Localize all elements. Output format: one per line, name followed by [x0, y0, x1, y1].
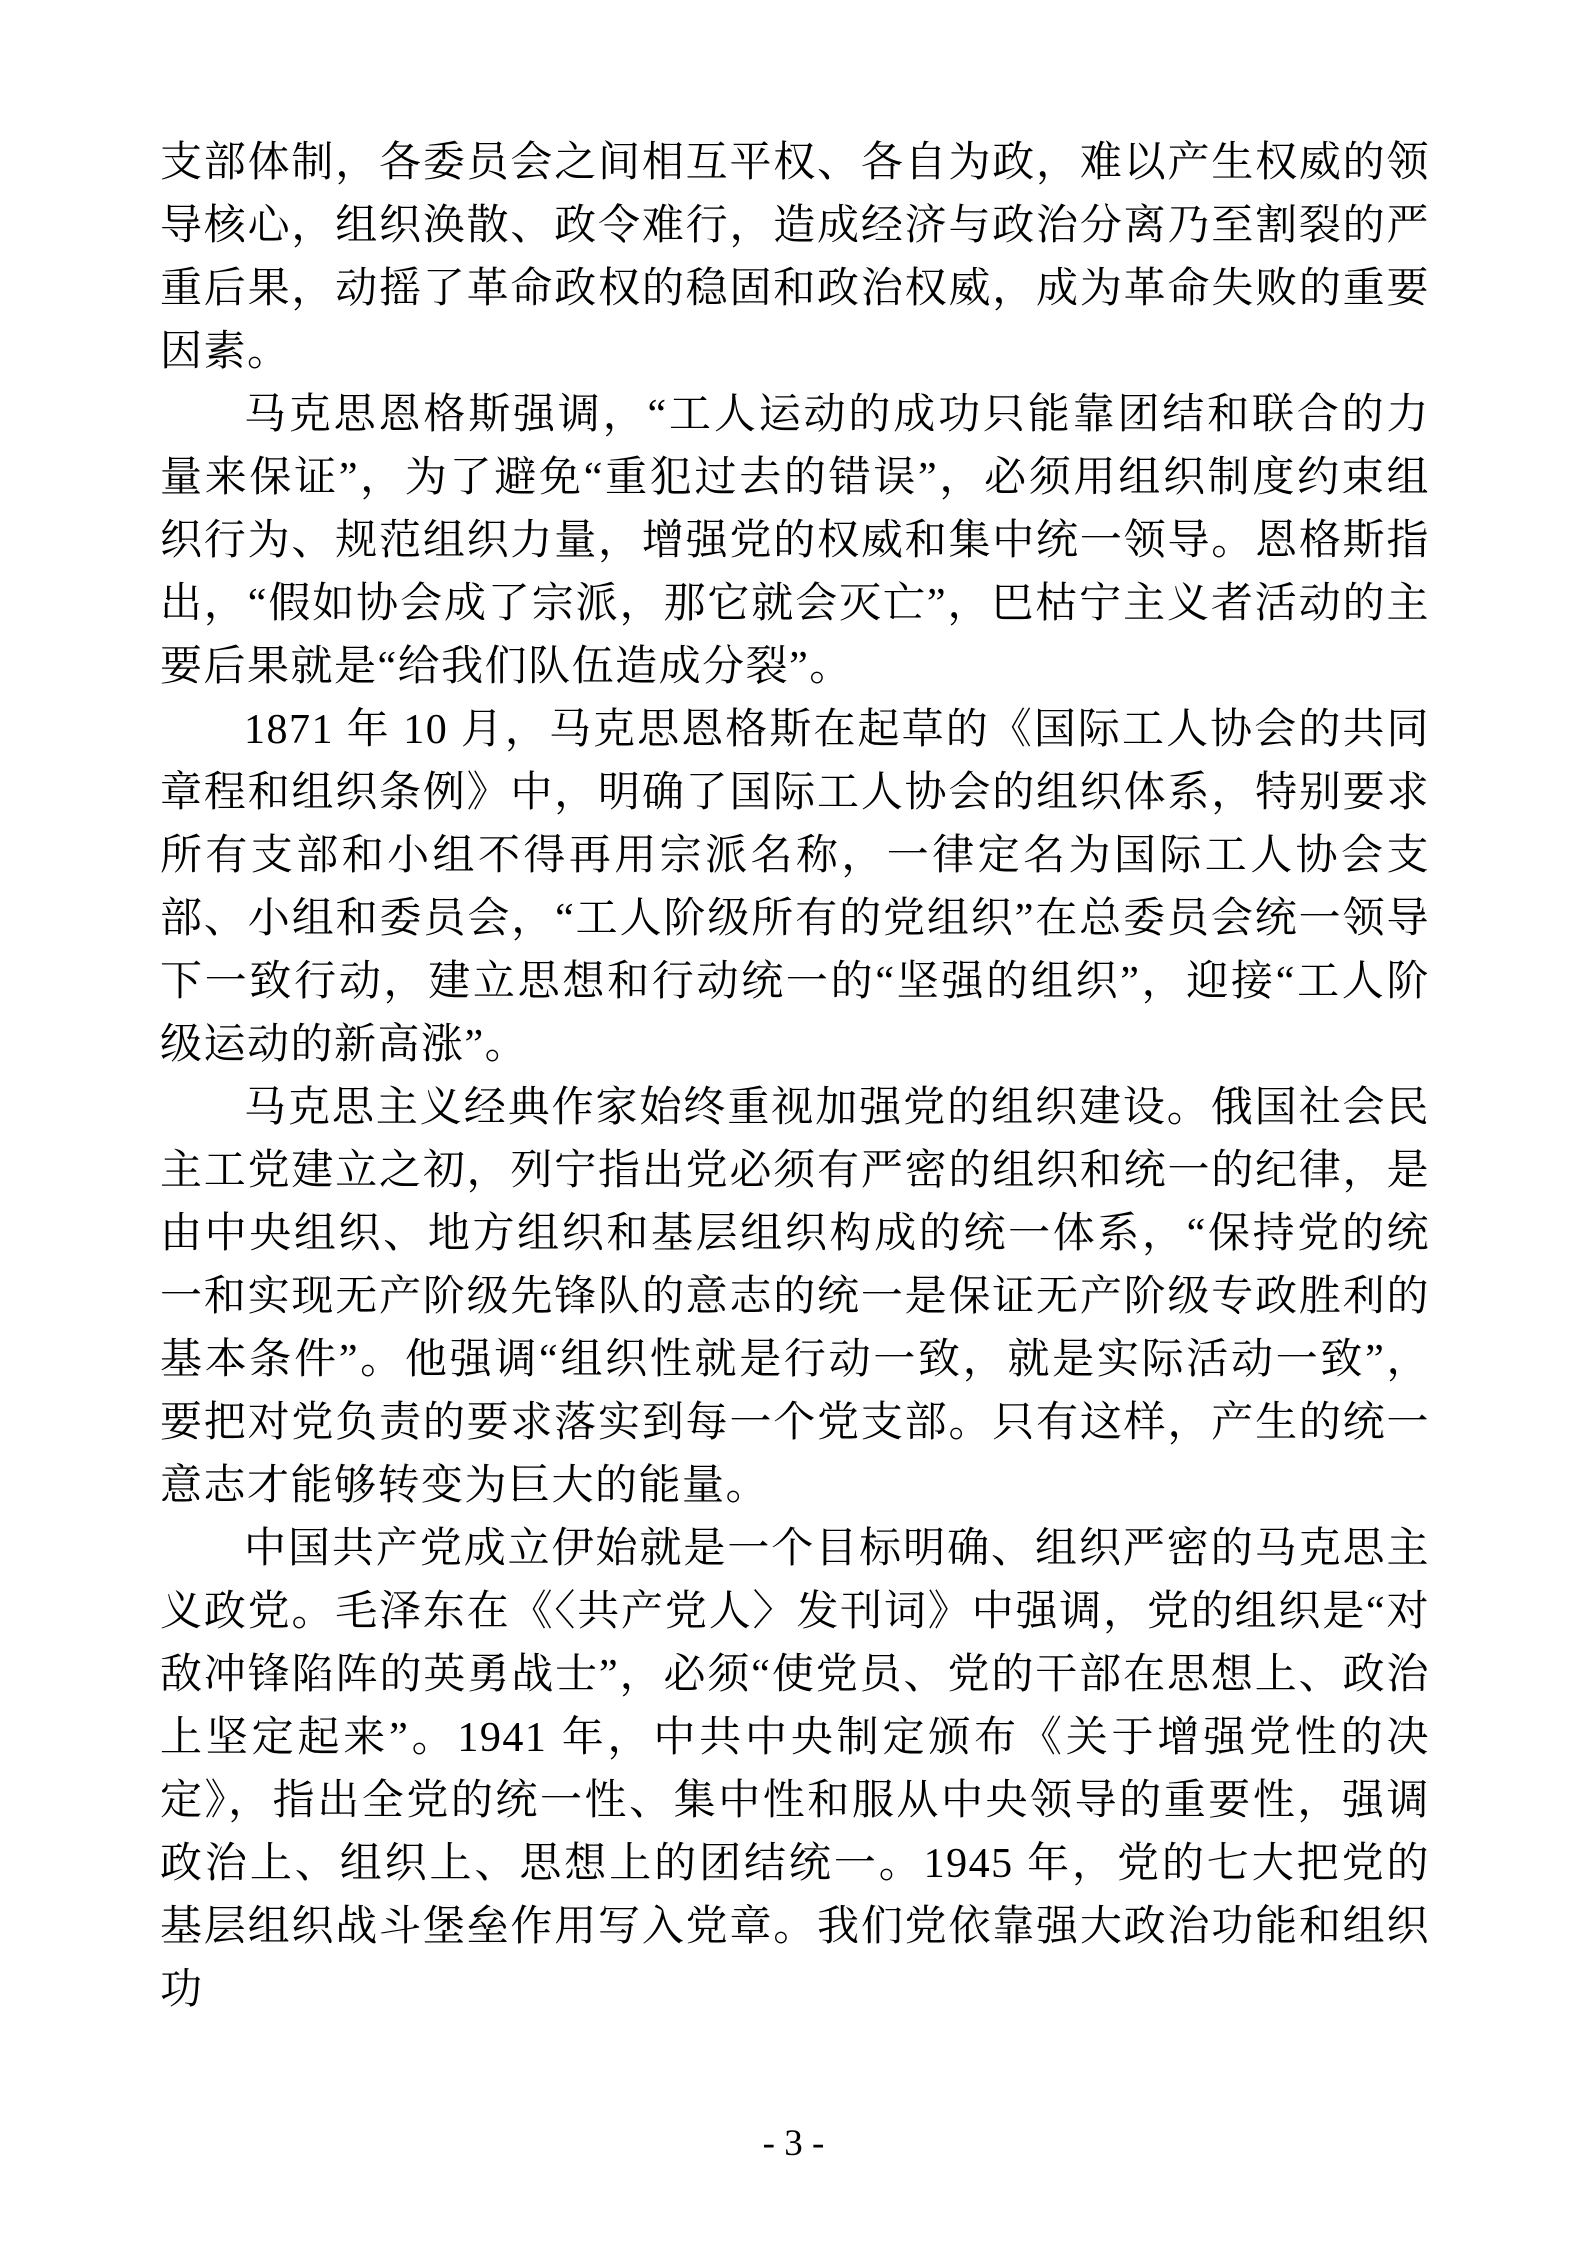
body-paragraph: 中国共产党成立伊始就是一个目标明确、组织严密的马克思主义政党。毛泽东在《〈共产党人〉发刊词》中强调，党的组织是“对敌冲锋陷阵的英勇战士”，必须“使党员、党的干部在思想上、政治上坚定起来”。1941 年，中共中央制定颁布《关于增强党性的决定》，指出全党的统一性、集中性和服从中央领导的重要性，强调政治上、组织上、思想上的团结统一。1945 年，党的七大把党的基层组织战斗堡垒作用写入党章。我们党依靠强大政治功能和组织功 [160, 1526, 1430, 2013]
document-body [160, 132, 1430, 2022]
page-footer [0, 2122, 1587, 2166]
document-page [160, 132, 1430, 2022]
page-number: - 3 - [762, 2123, 825, 2164]
body-paragraph: 支部体制，各委员会之间相互平权、各自为政，难以产生权威的领导核心，组织涣散、政令难行，造成经济与政治分离乃至割裂的严重后果，动摇了革命政权的稳固和政治权威，成为革命失败的重要因素。 [160, 140, 1430, 375]
body-paragraph: 马克思恩格斯强调，“工人运动的成功只能靠团结和联合的力量来保证”，为了避免“重犯过去的错误”，必须用组织制度约束组织行为、规范组织力量，增强党的权威和集中统一领导。恩格斯指出，“假如协会成了宗派，那它就会灭亡”，巴枯宁主义者活动的主要后果就是“给我们队伍造成分裂”。 [160, 392, 1430, 690]
body-paragraph: 马克思主义经典作家始终重视加强党的组织建设。俄国社会民主工党建立之初，列宁指出党必须有严密的组织和统一的纪律，是由中央组织、地方组织和基层组织构成的统一体系，“保持党的统一和实现无产阶级先锋队的意志的统一是保证无产阶级专政胜利的基本条件”。他强调“组织性就是行动一致，就是实际活动一致”，要把对党负责的要求落实到每一个党支部。只有这样，产生的统一意志才能够转变为巨大的能量。 [160, 1085, 1430, 1509]
body-paragraph: 1871 年 10 月，马克思恩格斯在起草的《国际工人协会的共同章程和组织条例》中，明确了国际工人协会的组织体系，特别要求所有支部和小组不得再用宗派名称，一律定名为国际工人协会支部、小组和委员会，“工人阶级所有的党组织”在总委员会统一领导下一致行动，建立思想和行动统一的“坚强的组织”，迎接“工人阶级运动的新高涨”。 [160, 707, 1430, 1068]
